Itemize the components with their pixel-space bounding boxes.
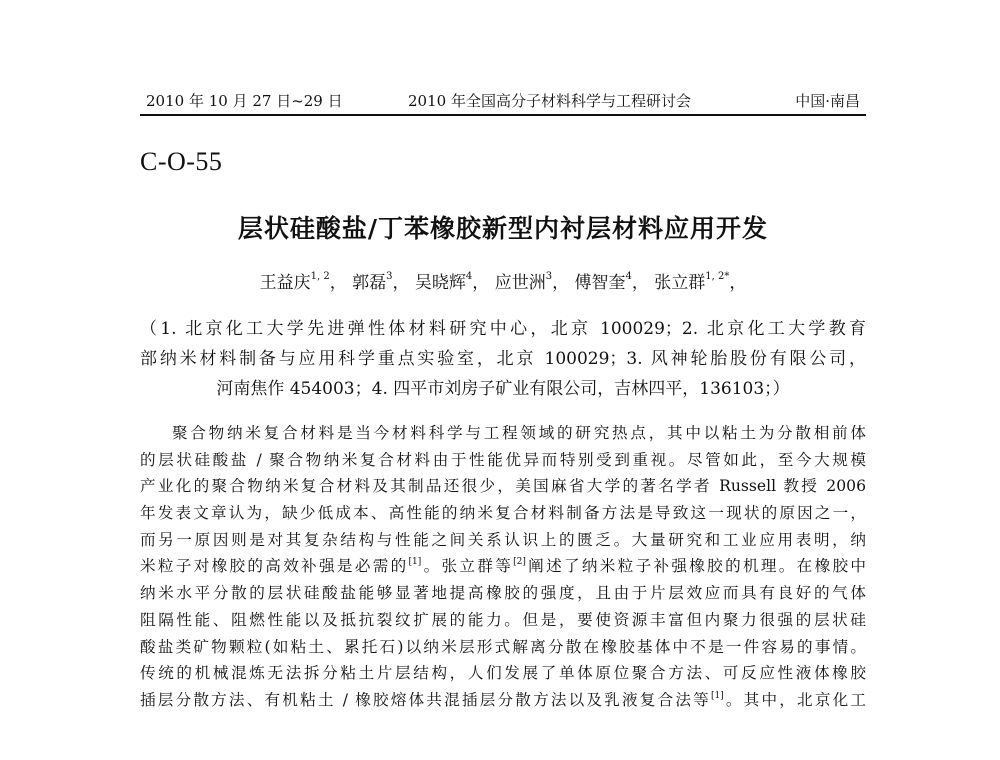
- affiliation-line: 河南焦作 454003；4. 四平市刘房子矿业有限公司，吉林四平，136103；）: [216, 379, 790, 399]
- body-line-text: 传统的机械混炼无法拆分粘土片层结构，人们发展了单体原位聚合方法、可反应性液体橡胶: [140, 664, 866, 683]
- running-header: [140, 88, 866, 116]
- body-line: [140, 634, 866, 661]
- body-line-text: 聚合物纳米复合材料是当今材料科学与工程领域的研究热点，其中以粘土为分散相前体: [172, 424, 866, 442]
- author-name: 郭磊: [352, 273, 387, 293]
- body-line-text: 而另一原因则是对其复杂结构与性能之间关系认识上的匮乏。大量研究和工业应用表明，纳: [140, 530, 866, 549]
- body-line: [140, 473, 866, 500]
- author-name: 傅智奎: [574, 273, 626, 293]
- author-name: 张立群: [654, 273, 706, 293]
- author-affiliation-mark: 1, 2*: [705, 271, 730, 283]
- header-location: 中国·南昌: [795, 92, 860, 110]
- body-line: [140, 527, 866, 554]
- author-affiliation-mark: 4: [625, 271, 632, 283]
- body-line-text: 。张立群等: [421, 557, 514, 576]
- author-separator: ，: [631, 273, 649, 293]
- body-line: [140, 580, 866, 607]
- citation-mark: [1]: [408, 557, 422, 568]
- body-line-text: 阻隔性能、阻燃性能以及抵抗裂纹扩展的能力。但是，要使资源丰富但内聚力很强的层状硅: [140, 610, 866, 629]
- body-line: [140, 607, 866, 634]
- author-affiliation-mark: 3: [545, 271, 553, 283]
- body-line-text: 。其中，北京化工: [723, 690, 866, 709]
- body-line-text: 酸盐类矿物颗粒(如粘土、累托石)以纳米层形式解离分散在橡胶基体中不是一件容易的事情。: [140, 637, 866, 656]
- body-line-text: 的层状硅酸盐 / 聚合物纳米复合材料由于性能优异而特别受到重视。尽管如此，至今大规模: [140, 450, 866, 469]
- body-line-text: 插层分散方法、有机粘土 / 橡胶熔体共混插层分散方法以及乳液复合法等: [140, 690, 711, 709]
- author-name: 吴晓辉: [414, 273, 466, 293]
- affiliation-line: 部纳米材料制备与应用科学重点实验室，北京 100029；3. 风神轮胎股份有限公司，: [140, 349, 866, 369]
- author-affiliation-mark: 4: [465, 271, 473, 283]
- paper-code: C-O-55: [140, 147, 223, 176]
- author: [495, 273, 569, 293]
- body-line-text: 纳米水平分散的层状硅酸盐能够显著地提高橡胶的强度，且由于片层效应而具有良好的气体: [140, 584, 866, 603]
- affiliation-line: （1. 北京化工大学先进弹性体材料研究中心，北京 100029；2. 北京化工大学教育: [140, 319, 866, 339]
- body-line-text: 产业化的聚合物纳米复合材料及其制品还很少，美国麻省大学的著名学者 Russell 教授 2006: [140, 477, 866, 496]
- author-list: [140, 270, 866, 296]
- body-paragraph: [140, 420, 866, 714]
- author-separator: ，: [729, 273, 747, 293]
- author-name: 王益庆: [259, 273, 311, 293]
- header-conference: 2010 年全国高分子材料科学与工程研讨会: [408, 92, 691, 110]
- body-line: [140, 447, 866, 474]
- body-line: [140, 687, 866, 714]
- author-affiliation-mark: 3: [386, 271, 393, 283]
- body-line: [140, 660, 866, 687]
- author-affiliation-mark: 1, 2: [310, 271, 330, 283]
- author: [574, 273, 648, 293]
- body-line: [140, 420, 866, 447]
- citation-mark: [1]: [710, 690, 724, 701]
- header-date: 2010 年 10 月 27 日~29 日: [146, 92, 343, 110]
- author: [352, 273, 409, 293]
- body-line-text: 米粒子对橡胶的高效补强是必需的: [140, 557, 409, 576]
- author-separator: ，: [329, 273, 347, 293]
- citation-mark: [2]: [513, 557, 526, 568]
- body-line-text: 阐述了纳米粒子补强橡胶的机理。在橡胶中: [525, 557, 866, 576]
- affiliations: [140, 314, 866, 404]
- body-line: [140, 553, 866, 580]
- paper-title: 层状硅酸盐/丁苯橡胶新型内衬层材料应用开发: [237, 214, 769, 243]
- author-separator: ，: [552, 273, 570, 293]
- author: [260, 273, 347, 293]
- author-separator: ，: [392, 273, 410, 293]
- author-separator: ，: [472, 273, 490, 293]
- author-name: 应世洲: [494, 273, 546, 293]
- body-line-text: 年发表文章认为，缺少低成本、高性能的纳米复合材料制备方法是导致这一现状的原因之一，: [140, 504, 866, 523]
- body-line: [140, 500, 866, 527]
- author: [654, 273, 746, 293]
- author: [415, 273, 489, 293]
